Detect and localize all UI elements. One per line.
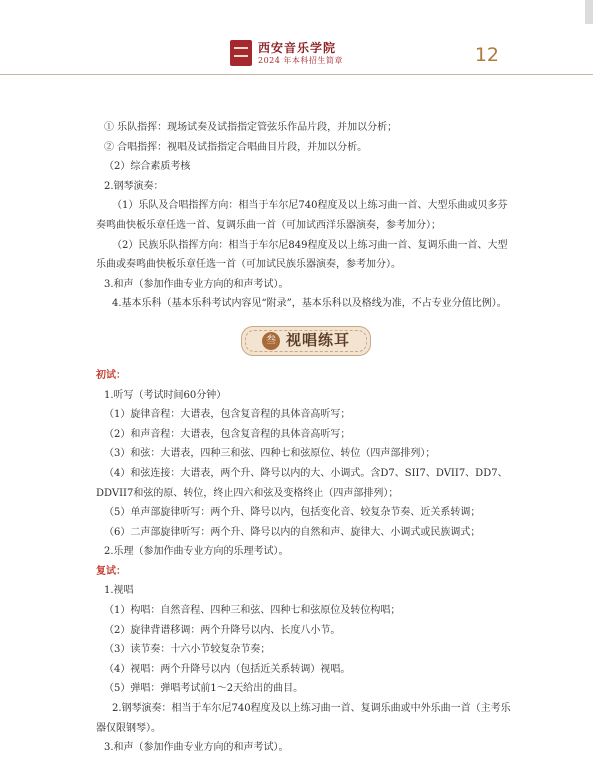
list-item: （4）视唱：两个升降号以内（包括近关系转调）视唱。 [104, 663, 351, 675]
school-seal-icon [230, 40, 252, 66]
school-name: 西安音乐学院 [258, 40, 337, 55]
list-item: （3）读节奏：十六小节较复杂节奏； [104, 644, 271, 656]
list-item: （5）单声部旋律听写：两个升、降号以内，包括变化音、较复杂节奏、近关系转调； [104, 507, 481, 519]
page-header [0, 38, 593, 70]
list-item: （2）和声音程：大谱表，包含复音程的具体音高听写； [104, 428, 351, 440]
list-item: （5）弹唱：弹唱考试前1～2天给出的曲目。 [104, 683, 304, 695]
list-item: 1.听写（考试时间60分钟） [104, 389, 227, 401]
list-item: 2.钢琴演奏：相当于车尔尼740程度及以上练习曲一首、复调乐曲或中外乐曲一首（主考乐器仅限钢琴）。 [96, 703, 511, 734]
list-item: （6）二声部旋律听写：两个升、降号以内的自然和声、旋律大、小调式或民族调式； [104, 526, 481, 538]
page-corner-tab [585, 0, 593, 24]
page-body [96, 118, 516, 758]
first-exam-heading: 初试： [96, 369, 126, 381]
list-item: 2.乐理（参加作曲专业方向的乐理考试）。 [104, 546, 289, 558]
list-item: （3）和弦：大谱表，四种三和弦、四种七和弦原位、转位（四声部排列）； [104, 448, 436, 460]
section-title: 视唱练耳 [285, 331, 350, 350]
section-banner [96, 326, 516, 356]
list-item: 3.和声（参加作曲专业方向的和声考试）。 [104, 742, 289, 754]
header-divider [0, 74, 593, 75]
section-number-icon: 叁 [262, 332, 280, 350]
list-item: 1.视唱 [104, 585, 134, 597]
paragraph: 4.基本乐科（基本乐科考试内容见“附录”，基本乐科以及格线为准，不占专业分值比例）。 [112, 298, 507, 310]
page-number: 12 [474, 44, 499, 66]
paragraph: （2）综合素质考核 [104, 161, 191, 173]
paragraph: 2.钢琴演奏： [104, 180, 164, 192]
list-item: （2）旋律背谱移调：两个升降号以内、长度八小节。 [104, 624, 341, 636]
paragraph: ① 乐队指挥：现场试奏及试指指定管弦乐作品片段，并加以分析； [104, 122, 398, 133]
list-item: （1）旋律音程：大谱表，包含复音程的具体音高听写； [104, 409, 351, 421]
paragraph: ② 合唱指挥：视唱及试指指定合唱曲目片段，并加以分析。 [104, 141, 368, 153]
list-item: （1）构唱：自然音程、四种三和弦、四种七和弦原位及转位构唱； [104, 605, 401, 617]
brochure-subtitle: 2024 年本科招生简章 [258, 55, 343, 65]
second-exam-heading: 复试： [96, 565, 126, 577]
paragraph: 3.和声（参加作曲专业方向的和声考试）。 [104, 278, 289, 290]
paragraph: （2）民族乐队指挥方向：相当于车尔尼849程度及以上练习曲一首、复调乐曲一首、大型乐曲或奏鸣曲快板乐章任选一首（可加试民族乐器演奏，参考加分）。 [96, 239, 508, 271]
list-item: （4）和弦连接：大谱表，两个升、降号以内的大、小调式。含D7、SII7、DVII7、DD7、DDVII7和弦的原、转位，终止四六和弦及变格终止（四声部排列）； [96, 467, 508, 499]
paragraph: （1）乐队及合唱指挥方向：相当于车尔尼740程度及以上练习曲一首、大型乐曲或贝多芬奏鸣曲快板乐章任选一首、复调乐曲一首（可加试西洋乐器演奏，参考加分）； [96, 200, 508, 231]
school-logo [230, 40, 343, 66]
